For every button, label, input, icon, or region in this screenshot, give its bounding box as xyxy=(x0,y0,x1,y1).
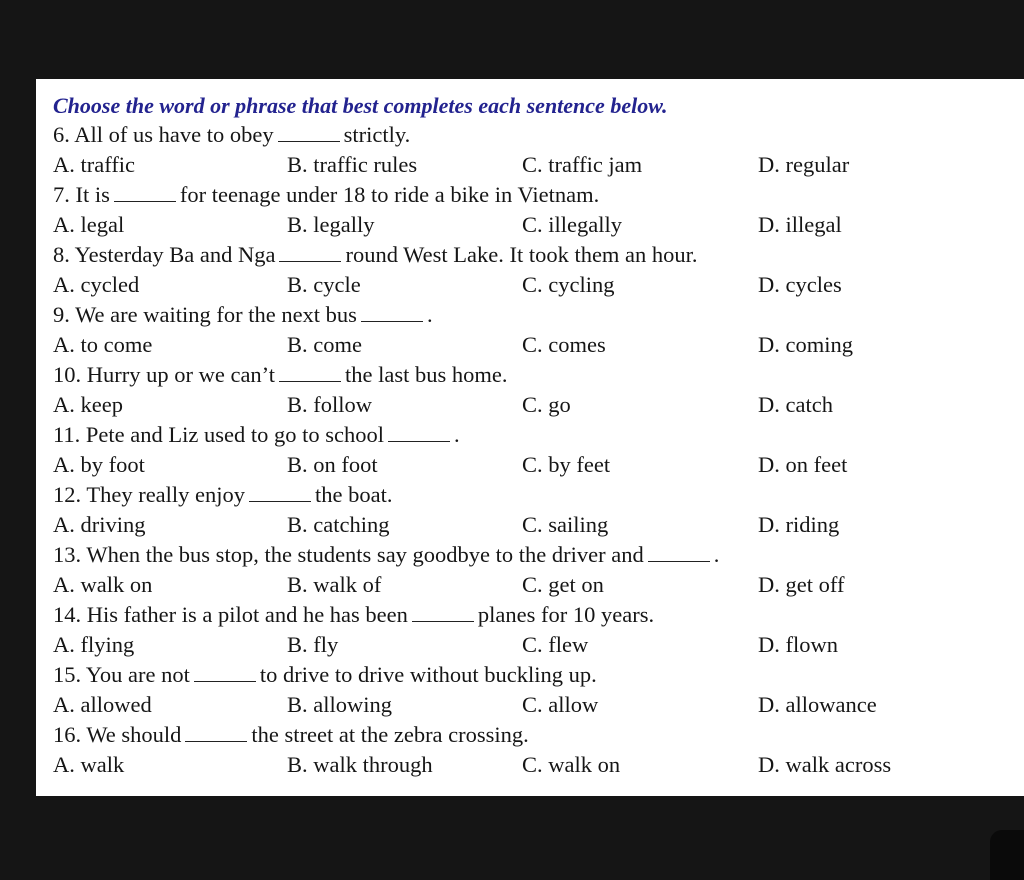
option-b: B. allowing xyxy=(287,692,392,717)
option-b: B. on foot xyxy=(287,452,378,477)
option-a: A. traffic xyxy=(53,152,136,177)
question-text-after: for teenage under 18 to ride a bike in Vietnam. xyxy=(179,182,600,207)
option-c: C. go xyxy=(522,392,571,417)
question-text-after: the last bus home. xyxy=(345,362,508,387)
question-text-after: . xyxy=(426,302,433,327)
question-line xyxy=(53,180,1003,210)
option-b: B. fly xyxy=(287,632,339,657)
option-c: C. get on xyxy=(522,572,604,597)
answer-blank xyxy=(185,723,247,742)
option-a: A. walk on xyxy=(53,572,153,597)
option-a: A. to come xyxy=(53,332,153,357)
question-line xyxy=(53,360,1003,390)
option-d: D. riding xyxy=(758,512,840,537)
option-c: C. cycling xyxy=(522,272,615,297)
question-line xyxy=(53,600,1003,630)
question-text-after: round West Lake. It took them an hour. xyxy=(345,242,698,267)
option-d: D. coming xyxy=(758,332,853,357)
options-row xyxy=(53,510,1003,540)
answer-blank xyxy=(279,363,341,382)
options-row xyxy=(53,630,1003,660)
answer-blank xyxy=(249,483,311,502)
question-line xyxy=(53,240,1003,270)
question-text-after: the boat. xyxy=(315,482,393,507)
answer-blank xyxy=(114,183,176,202)
option-b: B. cycle xyxy=(287,272,361,297)
option-a: A. walk xyxy=(53,752,125,777)
option-b: B. catching xyxy=(287,512,390,537)
question-line xyxy=(53,480,1003,510)
question-text-after: to drive to drive without buckling up. xyxy=(259,662,597,687)
option-b: B. traffic rules xyxy=(287,152,418,177)
worksheet xyxy=(36,79,1024,796)
option-d: D. cycles xyxy=(758,272,842,297)
question-text-before: 7. It is xyxy=(53,182,110,207)
option-d: D. catch xyxy=(758,392,833,417)
options-row xyxy=(53,150,1003,180)
option-d: D. walk across xyxy=(758,752,892,777)
answer-blank xyxy=(278,123,340,142)
option-a: A. driving xyxy=(53,512,146,537)
answer-blank xyxy=(412,603,474,622)
option-c: C. comes xyxy=(522,332,606,357)
question-text-before: 13. When the bus stop, the students say goodbye to the driver and xyxy=(53,542,644,567)
option-a: A. legal xyxy=(53,212,125,237)
option-d: D. allowance xyxy=(758,692,877,717)
options-row xyxy=(53,690,1003,720)
option-a: A. cycled xyxy=(53,272,140,297)
question-text-after: planes for 10 years. xyxy=(477,602,655,627)
answer-blank xyxy=(194,663,256,682)
option-d: D. illegal xyxy=(758,212,842,237)
option-d: D. on feet xyxy=(758,452,848,477)
question-text-after: . xyxy=(713,542,720,567)
question-text-before: 6. All of us have to obey xyxy=(53,122,274,147)
question-text-before: 12. They really enjoy xyxy=(53,482,246,507)
question-line xyxy=(53,120,1003,150)
option-c: C. walk on xyxy=(522,752,621,777)
answer-blank xyxy=(279,243,341,262)
options-row xyxy=(53,450,1003,480)
question-text-before: 8. Yesterday Ba and Nga xyxy=(53,242,276,267)
option-b: B. walk of xyxy=(287,572,382,597)
question-text-after: strictly. xyxy=(343,122,411,147)
question-text-after: the street at the zebra crossing. xyxy=(251,722,529,747)
option-c: C. illegally xyxy=(522,212,622,237)
option-b: B. walk through xyxy=(287,752,433,777)
answer-blank xyxy=(648,543,710,562)
option-d: D. regular xyxy=(758,152,850,177)
option-b: B. legally xyxy=(287,212,375,237)
corner-overlay xyxy=(990,830,1024,880)
option-c: C. sailing xyxy=(522,512,609,537)
question-text-before: 10. Hurry up or we can’t xyxy=(53,362,276,387)
option-d: D. flown xyxy=(758,632,838,657)
option-c: C. traffic jam xyxy=(522,152,643,177)
answer-blank xyxy=(388,423,450,442)
option-b: B. follow xyxy=(287,392,373,417)
answer-blank xyxy=(361,303,423,322)
question-text-before: 9. We are waiting for the next bus xyxy=(53,302,357,327)
instruction-heading: Choose the word or phrase that best completes each sentence below. xyxy=(53,93,668,118)
worksheet-content xyxy=(53,91,1003,780)
option-d: D. get off xyxy=(758,572,845,597)
option-c: C. allow xyxy=(522,692,599,717)
question-text-after: . xyxy=(454,422,460,447)
options-row xyxy=(53,330,1003,360)
question-line xyxy=(53,300,1003,330)
option-c: C. flew xyxy=(522,632,589,657)
options-row xyxy=(53,390,1003,420)
options-row xyxy=(53,750,1003,780)
option-b: B. come xyxy=(287,332,362,357)
option-a: A. allowed xyxy=(53,692,152,717)
option-a: A. by foot xyxy=(53,452,145,477)
question-line xyxy=(53,420,1003,450)
options-row xyxy=(53,270,1003,300)
question-line xyxy=(53,720,1003,750)
question-line xyxy=(53,540,1003,570)
question-text-before: 14. His father is a pilot and he has been xyxy=(53,602,408,627)
options-row xyxy=(53,210,1003,240)
question-list xyxy=(53,120,1003,780)
question-text-before: 15. You are not xyxy=(53,662,190,687)
option-a: A. flying xyxy=(53,632,135,657)
question-line xyxy=(53,660,1003,690)
options-row xyxy=(53,570,1003,600)
option-a: A. keep xyxy=(53,392,123,417)
question-text-before: 11. Pete and Liz used to go to school xyxy=(53,422,384,447)
question-text-before: 16. We should xyxy=(53,722,182,747)
option-c: C. by feet xyxy=(522,452,611,477)
